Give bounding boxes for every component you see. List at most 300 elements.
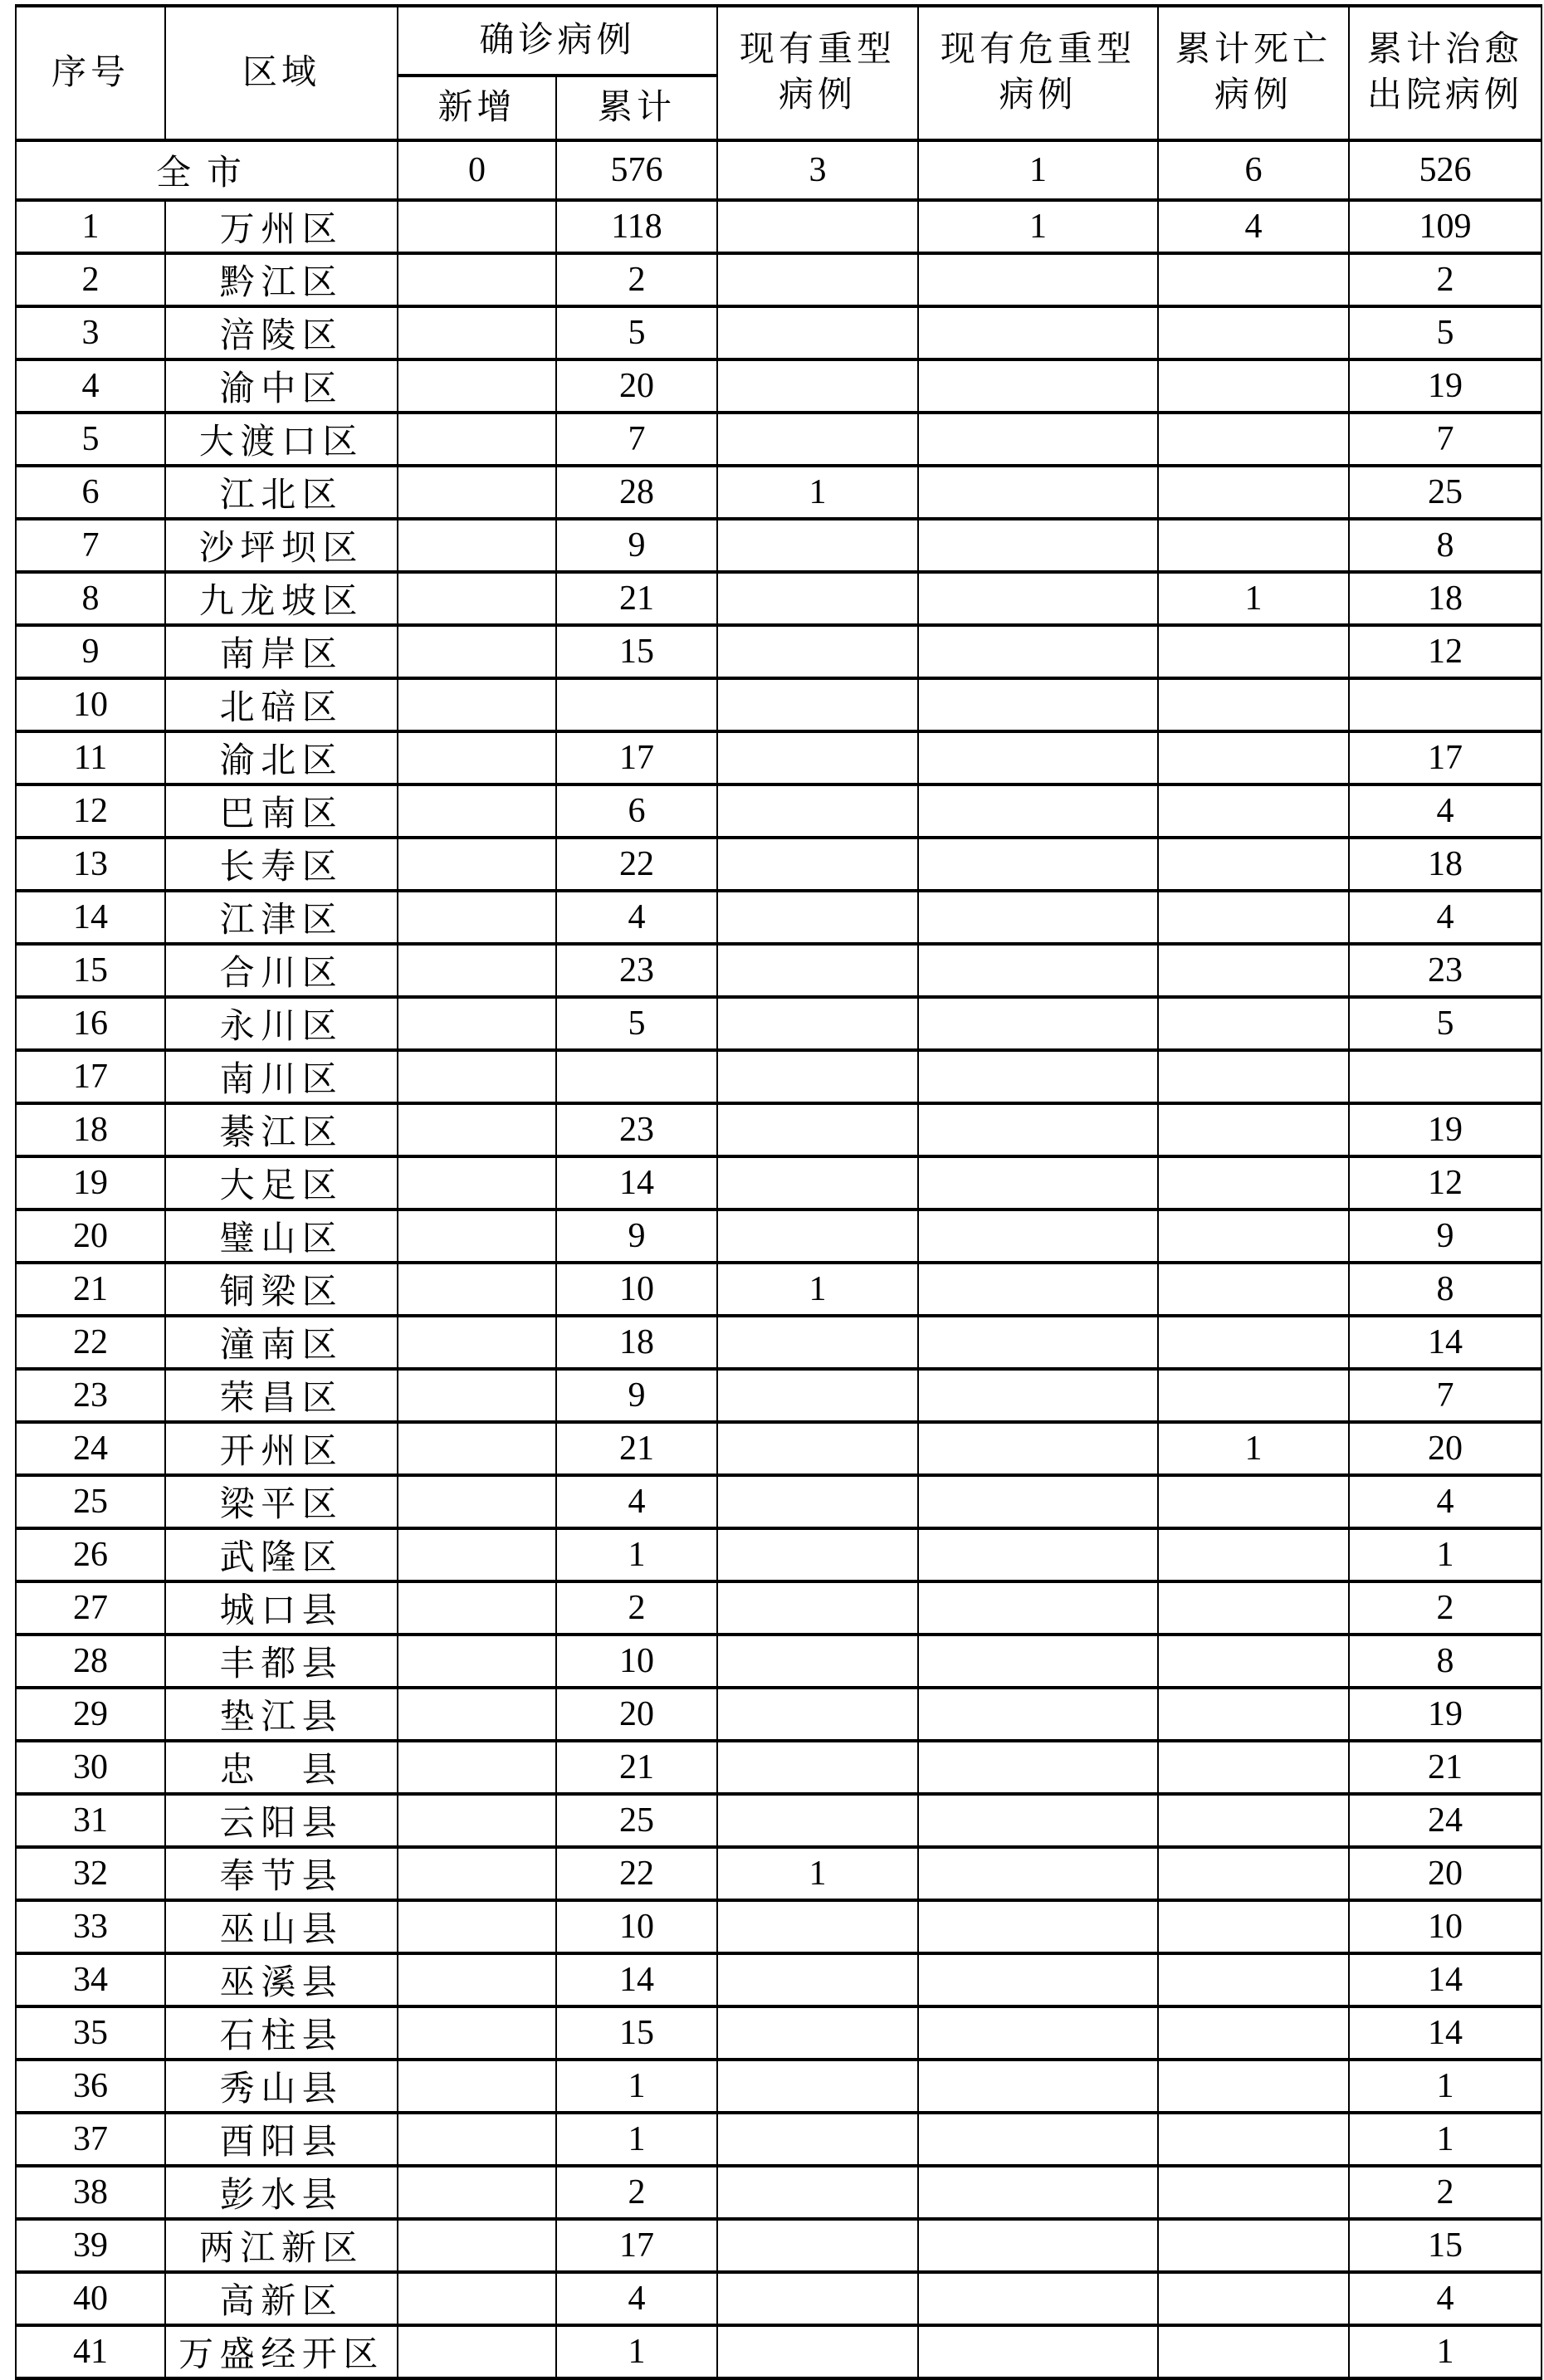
region-cell: 城口县 [165, 1581, 398, 1635]
table-row [16, 253, 1542, 306]
severe-cell [717, 200, 918, 253]
table-row [16, 1103, 1542, 1156]
new_cases-cell [398, 200, 556, 253]
deaths-cell [1158, 1316, 1349, 1369]
no-cell: 2 [16, 253, 165, 306]
cured-cell [1349, 678, 1542, 731]
critical-cell [918, 1581, 1158, 1635]
cured-cell: 7 [1349, 1369, 1542, 1422]
table-row [16, 1263, 1542, 1316]
cumulative-cell: 6 [556, 784, 717, 838]
severe-cell [717, 678, 918, 731]
cumulative-cell: 10 [556, 1900, 717, 1953]
table-row [16, 1847, 1542, 1900]
region-cell: 酉阳县 [165, 2113, 398, 2166]
new_cases-cell [398, 2060, 556, 2113]
deaths-cell [1158, 2166, 1349, 2219]
new_cases-cell [398, 784, 556, 838]
table-row [16, 625, 1542, 678]
cumulative-cell: 15 [556, 625, 717, 678]
table-row [16, 359, 1542, 413]
new_cases-cell [398, 572, 556, 625]
severe-cell [717, 2272, 918, 2325]
new_cases-cell [398, 253, 556, 306]
region-cell: 江津区 [165, 891, 398, 944]
cured-cell: 14 [1349, 1316, 1542, 1369]
deaths-cell [1158, 2006, 1349, 2060]
cumulative-cell [556, 678, 717, 731]
table-row [16, 2006, 1542, 2060]
no-cell: 13 [16, 838, 165, 891]
critical-cell [918, 1794, 1158, 1847]
new_cases-cell [398, 2166, 556, 2219]
new_cases-cell [398, 1581, 556, 1635]
critical-cell [918, 1953, 1158, 2006]
region-cell: 涪陵区 [165, 306, 398, 359]
cumulative-cell: 4 [556, 1475, 717, 1528]
cumulative-cell: 118 [556, 200, 717, 253]
no-cell: 37 [16, 2113, 165, 2166]
deaths-cell [1158, 2219, 1349, 2272]
no-cell: 22 [16, 1316, 165, 1369]
col-header-serial: 序号 [16, 6, 165, 140]
total-row [16, 140, 1542, 200]
severe-cell [717, 253, 918, 306]
table-row [16, 1953, 1542, 2006]
cured-cell: 14 [1349, 1953, 1542, 2006]
new_cases-cell [398, 1422, 556, 1475]
cured-cell: 12 [1349, 625, 1542, 678]
severe-cell [717, 306, 918, 359]
cured-cell: 25 [1349, 466, 1542, 519]
cumulative-cell: 4 [556, 891, 717, 944]
total-critical-cell: 1 [918, 140, 1158, 200]
critical-cell [918, 2006, 1158, 2060]
no-cell: 11 [16, 731, 165, 784]
table-row [16, 784, 1542, 838]
col-header-deaths: 累计死亡病例 [1158, 6, 1349, 140]
table-row [16, 1581, 1542, 1635]
severe-cell [717, 1688, 918, 1741]
severe-cell [717, 359, 918, 413]
cured-cell: 5 [1349, 997, 1542, 1050]
new_cases-cell [398, 625, 556, 678]
table-row [16, 2113, 1542, 2166]
new_cases-cell [398, 2006, 556, 2060]
cured-cell: 9 [1349, 1210, 1542, 1263]
table-row [16, 2060, 1542, 2113]
cumulative-cell: 10 [556, 1263, 717, 1316]
deaths-cell [1158, 2113, 1349, 2166]
critical-cell [918, 1635, 1158, 1688]
no-cell: 40 [16, 2272, 165, 2325]
table-row [16, 1156, 1542, 1210]
region-cell: 荣昌区 [165, 1369, 398, 1422]
critical-cell [918, 838, 1158, 891]
no-cell: 16 [16, 997, 165, 1050]
region-cell: 大渡口区 [165, 413, 398, 466]
table-row [16, 200, 1542, 253]
new_cases-cell [398, 731, 556, 784]
table-row [16, 572, 1542, 625]
deaths-cell: 4 [1158, 200, 1349, 253]
cumulative-cell: 21 [556, 572, 717, 625]
col-header-new-cases: 新增 [398, 76, 556, 140]
cured-cell: 18 [1349, 838, 1542, 891]
deaths-cell [1158, 731, 1349, 784]
cumulative-cell: 15 [556, 2006, 717, 2060]
col-header-confirmed: 确诊病例 [398, 6, 717, 76]
severe-cell [717, 1741, 918, 1794]
table-row [16, 944, 1542, 997]
cumulative-cell: 2 [556, 253, 717, 306]
region-cell: 垫江县 [165, 1688, 398, 1741]
region-cell: 合川区 [165, 944, 398, 997]
critical-cell [918, 1103, 1158, 1156]
deaths-cell [1158, 413, 1349, 466]
new_cases-cell [398, 1210, 556, 1263]
critical-cell [918, 1210, 1158, 1263]
new_cases-cell [398, 2325, 556, 2378]
critical-cell [918, 253, 1158, 306]
table-row [16, 2166, 1542, 2219]
deaths-cell [1158, 1156, 1349, 1210]
new_cases-cell [398, 466, 556, 519]
cumulative-cell: 9 [556, 1369, 717, 1422]
table-row [16, 2325, 1542, 2378]
severe-cell [717, 997, 918, 1050]
deaths-cell [1158, 1210, 1349, 1263]
severe-cell [717, 1050, 918, 1103]
critical-cell [918, 891, 1158, 944]
cured-cell: 20 [1349, 1847, 1542, 1900]
no-cell: 31 [16, 1794, 165, 1847]
cumulative-cell: 7 [556, 413, 717, 466]
new_cases-cell [398, 1369, 556, 1422]
critical-cell [918, 413, 1158, 466]
deaths-cell [1158, 1688, 1349, 1741]
cumulative-cell: 2 [556, 2166, 717, 2219]
deaths-cell [1158, 678, 1349, 731]
new_cases-cell [398, 359, 556, 413]
table-row [16, 1316, 1542, 1369]
table-body [16, 140, 1542, 2378]
severe-cell [717, 572, 918, 625]
severe-cell [717, 1422, 918, 1475]
region-cell: 渝北区 [165, 731, 398, 784]
deaths-cell [1158, 944, 1349, 997]
cured-cell: 19 [1349, 1688, 1542, 1741]
no-cell: 8 [16, 572, 165, 625]
severe-cell [717, 1210, 918, 1263]
deaths-cell [1158, 1581, 1349, 1635]
cumulative-cell: 23 [556, 1103, 717, 1156]
region-cell: 渝中区 [165, 359, 398, 413]
critical-cell [918, 359, 1158, 413]
cured-cell [1349, 1050, 1542, 1103]
table-row [16, 1794, 1542, 1847]
cured-cell: 14 [1349, 2006, 1542, 2060]
region-cell: 云阳县 [165, 1794, 398, 1847]
new_cases-cell [398, 1635, 556, 1688]
critical-cell [918, 1369, 1158, 1422]
severe-cell [717, 413, 918, 466]
cured-cell: 4 [1349, 891, 1542, 944]
region-cell: 两江新区 [165, 2219, 398, 2272]
cured-cell: 4 [1349, 784, 1542, 838]
region-cell: 武隆区 [165, 1528, 398, 1581]
no-cell: 34 [16, 1953, 165, 2006]
deaths-cell [1158, 1263, 1349, 1316]
cured-cell: 20 [1349, 1422, 1542, 1475]
region-cell: 奉节县 [165, 1847, 398, 1900]
cumulative-cell: 20 [556, 359, 717, 413]
cured-cell: 7 [1349, 413, 1542, 466]
new_cases-cell [398, 944, 556, 997]
table-row [16, 1475, 1542, 1528]
no-cell: 5 [16, 413, 165, 466]
col-header-cured: 累计治愈出院病例 [1349, 6, 1542, 140]
no-cell: 26 [16, 1528, 165, 1581]
new_cases-cell [398, 1103, 556, 1156]
col-header-region: 区域 [165, 6, 398, 140]
table-row [16, 306, 1542, 359]
critical-cell [918, 2219, 1158, 2272]
cured-cell: 19 [1349, 1103, 1542, 1156]
region-cell: 彭水县 [165, 2166, 398, 2219]
deaths-cell [1158, 1900, 1349, 1953]
no-cell: 24 [16, 1422, 165, 1475]
new_cases-cell [398, 1528, 556, 1581]
severe-cell [717, 944, 918, 997]
severe-cell [717, 1794, 918, 1847]
no-cell: 14 [16, 891, 165, 944]
deaths-cell [1158, 1794, 1349, 1847]
cumulative-cell: 1 [556, 2113, 717, 2166]
cured-cell: 8 [1349, 519, 1542, 572]
region-cell: 潼南区 [165, 1316, 398, 1369]
deaths-cell [1158, 1528, 1349, 1581]
cumulative-cell [556, 1050, 717, 1103]
total-new-cases-cell: 0 [398, 140, 556, 200]
deaths-cell [1158, 838, 1349, 891]
new_cases-cell [398, 1156, 556, 1210]
cumulative-cell: 21 [556, 1741, 717, 1794]
total-cumulative-cell: 576 [556, 140, 717, 200]
deaths-cell [1158, 1369, 1349, 1422]
deaths-cell [1158, 1953, 1349, 2006]
new_cases-cell [398, 1263, 556, 1316]
new_cases-cell [398, 1953, 556, 2006]
severe-cell: 1 [717, 1847, 918, 1900]
cumulative-cell: 22 [556, 838, 717, 891]
critical-cell [918, 306, 1158, 359]
deaths-cell [1158, 997, 1349, 1050]
region-cell: 长寿区 [165, 838, 398, 891]
cumulative-cell: 9 [556, 1210, 717, 1263]
new_cases-cell [398, 1741, 556, 1794]
col-header-severe: 现有重型病例 [717, 6, 918, 140]
cumulative-cell: 23 [556, 944, 717, 997]
cured-cell: 24 [1349, 1794, 1542, 1847]
deaths-cell [1158, 2060, 1349, 2113]
cumulative-cell: 2 [556, 1581, 717, 1635]
severe-cell [717, 838, 918, 891]
region-cell: 璧山区 [165, 1210, 398, 1263]
no-cell: 3 [16, 306, 165, 359]
critical-cell [918, 2166, 1158, 2219]
region-cell: 万州区 [165, 200, 398, 253]
region-cell: 开州区 [165, 1422, 398, 1475]
cumulative-cell: 17 [556, 731, 717, 784]
no-cell: 25 [16, 1475, 165, 1528]
no-cell: 12 [16, 784, 165, 838]
total-region-cell: 全市 [16, 140, 398, 200]
no-cell: 35 [16, 2006, 165, 2060]
critical-cell [918, 572, 1158, 625]
table-row [16, 731, 1542, 784]
no-cell: 36 [16, 2060, 165, 2113]
region-cell: 南岸区 [165, 625, 398, 678]
deaths-cell: 1 [1158, 1422, 1349, 1475]
cumulative-cell: 18 [556, 1316, 717, 1369]
table-row [16, 1688, 1542, 1741]
deaths-cell [1158, 1847, 1349, 1900]
critical-cell: 1 [918, 200, 1158, 253]
deaths-cell [1158, 891, 1349, 944]
deaths-cell [1158, 519, 1349, 572]
deaths-cell [1158, 784, 1349, 838]
no-cell: 30 [16, 1741, 165, 1794]
no-cell: 7 [16, 519, 165, 572]
new_cases-cell [398, 891, 556, 944]
region-cell: 高新区 [165, 2272, 398, 2325]
total-deaths-cell: 6 [1158, 140, 1349, 200]
cured-cell: 10 [1349, 1900, 1542, 1953]
region-cell: 石柱县 [165, 2006, 398, 2060]
total-cured-cell: 526 [1349, 140, 1542, 200]
cumulative-cell: 5 [556, 306, 717, 359]
region-cell: 铜梁区 [165, 1263, 398, 1316]
no-cell: 41 [16, 2325, 165, 2378]
deaths-cell [1158, 253, 1349, 306]
region-cell: 江北区 [165, 466, 398, 519]
cumulative-cell: 20 [556, 1688, 717, 1741]
new_cases-cell [398, 519, 556, 572]
no-cell: 18 [16, 1103, 165, 1156]
severe-cell [717, 1900, 918, 1953]
critical-cell [918, 2060, 1158, 2113]
new_cases-cell [398, 997, 556, 1050]
table-row [16, 413, 1542, 466]
table-row [16, 1635, 1542, 1688]
critical-cell [918, 944, 1158, 997]
cumulative-cell: 14 [556, 1953, 717, 2006]
severe-cell [717, 1953, 918, 2006]
no-cell: 38 [16, 2166, 165, 2219]
deaths-cell [1158, 359, 1349, 413]
critical-cell [918, 1847, 1158, 1900]
severe-cell [717, 1635, 918, 1688]
cumulative-cell: 25 [556, 1794, 717, 1847]
severe-cell [717, 2219, 918, 2272]
deaths-cell [1158, 2325, 1349, 2378]
region-cell: 綦江区 [165, 1103, 398, 1156]
region-cell: 梁平区 [165, 1475, 398, 1528]
table-row [16, 997, 1542, 1050]
critical-cell [918, 519, 1158, 572]
deaths-cell [1158, 1635, 1349, 1688]
region-cell: 巫山县 [165, 1900, 398, 1953]
no-cell: 21 [16, 1263, 165, 1316]
cured-cell: 109 [1349, 200, 1542, 253]
severe-cell [717, 1528, 918, 1581]
deaths-cell [1158, 1475, 1349, 1528]
severe-cell [717, 2060, 918, 2113]
table-row [16, 678, 1542, 731]
no-cell: 10 [16, 678, 165, 731]
critical-cell [918, 1900, 1158, 1953]
severe-cell [717, 1581, 918, 1635]
critical-cell [918, 466, 1158, 519]
cured-cell: 21 [1349, 1741, 1542, 1794]
table-row [16, 1369, 1542, 1422]
cumulative-cell: 14 [556, 1156, 717, 1210]
region-cell: 南川区 [165, 1050, 398, 1103]
no-cell: 1 [16, 200, 165, 253]
no-cell: 17 [16, 1050, 165, 1103]
new_cases-cell [398, 306, 556, 359]
cumulative-cell: 4 [556, 2272, 717, 2325]
new_cases-cell [398, 2272, 556, 2325]
region-cell: 九龙坡区 [165, 572, 398, 625]
severe-cell [717, 2166, 918, 2219]
critical-cell [918, 1156, 1158, 1210]
region-cell: 巴南区 [165, 784, 398, 838]
table-row [16, 2272, 1542, 2325]
header-row-1 [16, 6, 1542, 76]
cumulative-cell: 17 [556, 2219, 717, 2272]
no-cell: 33 [16, 1900, 165, 1953]
deaths-cell [1158, 1050, 1349, 1103]
cumulative-cell: 5 [556, 997, 717, 1050]
region-cell: 丰都县 [165, 1635, 398, 1688]
critical-cell [918, 1422, 1158, 1475]
deaths-cell [1158, 625, 1349, 678]
cumulative-cell: 1 [556, 2325, 717, 2378]
col-header-critical: 现有危重型病例 [918, 6, 1158, 140]
table-row [16, 838, 1542, 891]
region-cell: 北碚区 [165, 678, 398, 731]
severe-cell: 1 [717, 1263, 918, 1316]
covid-region-stats-table [15, 4, 1542, 2380]
severe-cell [717, 784, 918, 838]
severe-cell: 1 [717, 466, 918, 519]
deaths-cell: 1 [1158, 572, 1349, 625]
cured-cell: 1 [1349, 2113, 1542, 2166]
critical-cell [918, 1475, 1158, 1528]
critical-cell [918, 997, 1158, 1050]
cured-cell: 12 [1349, 1156, 1542, 1210]
table-row [16, 519, 1542, 572]
severe-cell [717, 2006, 918, 2060]
cured-cell: 2 [1349, 1581, 1542, 1635]
critical-cell [918, 2325, 1158, 2378]
cured-cell: 18 [1349, 572, 1542, 625]
total-severe-cell: 3 [717, 140, 918, 200]
no-cell: 9 [16, 625, 165, 678]
severe-cell [717, 1156, 918, 1210]
